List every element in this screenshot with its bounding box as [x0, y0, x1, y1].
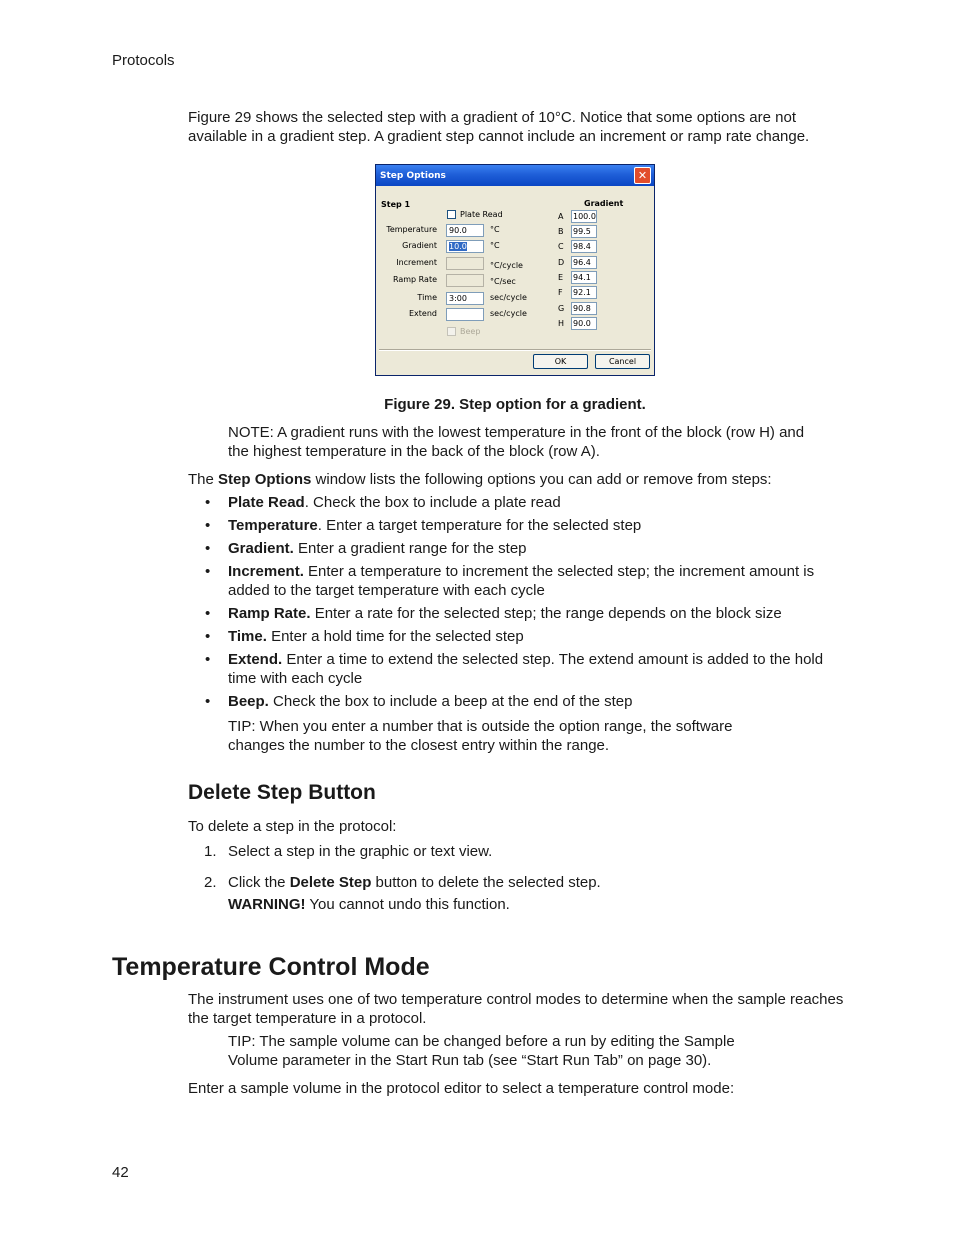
gradient-row-letter: D: [558, 258, 565, 267]
dialog-title: Step Options: [380, 171, 446, 181]
gradient-note: NOTE: A gradient runs with the lowest temperature in the front of the block (row H) and the highest temperature in the back of the block (row A).: [228, 424, 805, 460]
gradient-row-value: 100.0: [573, 212, 596, 221]
dialog-divider: [379, 349, 651, 351]
ramp-rate-unit: °C/sec: [490, 277, 516, 286]
gradient-input[interactable]: 10.0: [446, 240, 484, 253]
running-header: Protocols: [112, 52, 175, 69]
gradient-row-letter: H: [558, 319, 565, 328]
cancel-button[interactable]: Cancel: [595, 354, 650, 369]
ramp-rate-label: Ramp Rate: [392, 275, 437, 284]
figure-caption: Figure 29. Step option for a gradient.: [384, 396, 646, 413]
ramp-rate-input[interactable]: [446, 274, 484, 287]
dialog-titlebar: [376, 165, 654, 186]
list-item: 2. Click the Delete Step button to delete the selected step.: [204, 874, 601, 891]
figure-intro-paragraph: Figure 29 shows the selected step with a gradient of 10°C. Notice that some options are not available in a gradient step. A gradient step cannot include an increment or ramp rate change.: [188, 109, 810, 145]
gradient-row-letter: B: [558, 227, 564, 236]
temperature-control-mode-heading: Temperature Control Mode: [112, 953, 430, 981]
undo-warning: WARNING! You cannot undo this function.: [228, 896, 510, 913]
gradient-row-value: 94.1: [571, 271, 597, 284]
list-item: 1. Select a step in the graphic or text view.: [204, 843, 493, 860]
gradient-row-value: 92.1: [571, 286, 597, 299]
step-options-dialog: [375, 164, 655, 376]
delete-step-intro: To delete a step in the protocol:: [188, 818, 397, 835]
list-item: • Ramp Rate. Enter a rate for the selected step; the range depends on the block size: [204, 604, 854, 623]
extend-label: Extend: [409, 309, 437, 318]
delete-step-heading: Delete Step Button: [188, 781, 376, 804]
time-label: Time: [417, 293, 437, 302]
list-item: • Beep. Check the box to include a beep at the end of the step: [204, 692, 854, 711]
options-list: [204, 493, 854, 715]
gradient-row-letter: E: [558, 273, 564, 282]
sample-volume-tip: TIP: The sample volume can be changed before a run by editing the Sample Volume parameter in the Start Run tab (see “Start Run Tab” on page 30).: [228, 1033, 735, 1069]
gradient-row-letter: C: [558, 242, 564, 251]
list-item: • Temperature. Enter a target temperature for the selected step: [204, 516, 854, 535]
time-unit: sec/cycle: [490, 293, 527, 302]
temperature-label: Temperature: [386, 225, 437, 234]
list-item: • Plate Read. Check the box to include a plate read: [204, 493, 854, 512]
sample-volume-paragraph: Enter a sample volume in the protocol editor to select a temperature control mode:: [188, 1080, 735, 1097]
gradient-row-value: 90.0: [571, 317, 597, 330]
beep-label: Beep: [460, 327, 481, 336]
gradient-row-letter: A: [558, 212, 564, 221]
temperature-unit: °C: [490, 225, 500, 234]
ok-button[interactable]: OK: [533, 354, 588, 369]
list-item: • Increment. Enter a temperature to increment the selected step; the increment amount is added to the target temperature with each cycle: [204, 562, 854, 600]
list-item: • Gradient. Enter a gradient range for the step: [204, 539, 854, 558]
plate-read-label: Plate Read: [460, 210, 503, 219]
time-input[interactable]: 3:00: [446, 292, 484, 305]
gradient-label: Gradient: [402, 241, 437, 250]
list-item: • Time. Enter a hold time for the selected step: [204, 627, 854, 646]
delete-step-list: [204, 842, 854, 892]
gradient-row-value: 98.4: [571, 240, 597, 253]
step-label: Step 1: [381, 200, 411, 209]
control-mode-paragraph: The instrument uses one of two temperature control modes to determine when the sample reaches the target temperature in a protocol.: [188, 991, 844, 1027]
increment-label: Increment: [396, 258, 437, 267]
temperature-input[interactable]: 90.0: [446, 224, 484, 237]
gradient-row-value: 99.5: [571, 225, 597, 238]
gradient-row-value: 90.8: [571, 302, 597, 315]
list-item: • Extend. Enter a time to extend the selected step. The extend amount is added to the hold time with each cycle: [204, 650, 854, 688]
increment-unit: °C/cycle: [490, 261, 523, 270]
options-intro: The Step Options window lists the following options you can add or remove from steps:: [188, 471, 772, 488]
extend-input[interactable]: [446, 308, 484, 321]
gradient-unit: °C: [490, 241, 500, 250]
gradient-header: Gradient: [584, 199, 624, 208]
close-icon[interactable]: ✕: [634, 167, 651, 184]
increment-input[interactable]: [446, 257, 484, 270]
plate-read-checkbox[interactable]: [447, 210, 456, 219]
page-number: 42: [112, 1164, 129, 1181]
dialog-body: [379, 189, 651, 372]
gradient-row-letter: G: [558, 304, 565, 313]
gradient-row-letter: F: [558, 288, 563, 297]
range-tip: TIP: When you enter a number that is outside the option range, the software changes the number to the closest entry within the range.: [228, 718, 733, 754]
extend-unit: sec/cycle: [490, 309, 527, 318]
beep-checkbox[interactable]: [447, 327, 456, 336]
gradient-row-value: 96.4: [571, 256, 597, 269]
